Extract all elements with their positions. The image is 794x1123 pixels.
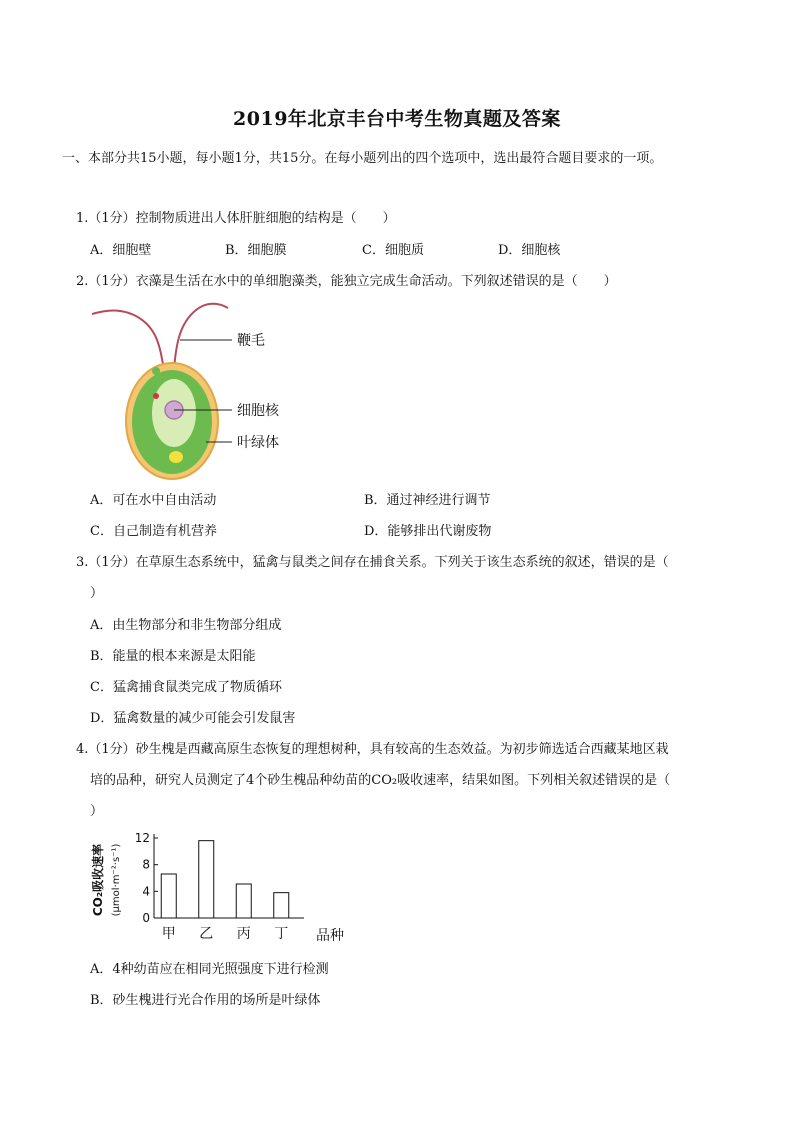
question-4-stem-line1: 4.（1分）砂生槐是西藏高原生态恢复的理想树种，具有较高的生态效益。为初步筛选适合西藏某地区栽 [76, 742, 669, 757]
question-2-option-a: A．可在水中自由活动 [90, 493, 217, 508]
question-2-option-d: D．能够排出代谢废物 [364, 524, 492, 539]
question-3-option-a: A．由生物部分和非生物部分组成 [90, 618, 282, 633]
co2-bar-chart [86, 826, 366, 948]
section-intro: 一、本部分共15小题，每小题1分，共15分。在每小题列出的四个选项中，选出最符合题目要求的一项。 [62, 151, 663, 166]
chlamydomonas-figure [88, 298, 298, 483]
question-1-option-c: C．细胞质 [362, 243, 424, 258]
question-2-stem: 2.（1分）衣藻是生活在水中的单细胞藻类，能独立完成生命活动。下列叙述错误的是（ ） [76, 274, 617, 289]
chart-x-tick-label: 甲 [161, 926, 176, 942]
question-1-option-b: B．细胞膜 [225, 243, 287, 258]
question-3-option-d: D．猛禽数量的减少可能会引发鼠害 [90, 711, 296, 726]
question-3-stem-line1: 3.（1分）在草原生态系统中，猛禽与鼠类之间存在捕食关系。下列关于该生态系统的叙述，错误的是（ [76, 555, 669, 570]
question-1-option-a: A．细胞壁 [90, 243, 152, 258]
label-chloroplast: 叶绿体 [237, 435, 279, 451]
page-title: 2019年北京丰台中考生物真题及答案 [233, 108, 561, 130]
question-4-stem-line2: 培的品种，研究人员测定了4个砂生槐品种幼苗的CO₂吸收速率，结果如图。下列相关叙述错误的是（ [90, 773, 671, 788]
question-2-option-c: C．自己制造有机营养 [90, 524, 217, 539]
chart-bar [199, 841, 214, 918]
flagellum-left [92, 311, 164, 371]
eyespot [153, 393, 159, 399]
question-1-stem: 1.（1分）控制物质进出人体肝脏细胞的结构是（ ） [76, 211, 396, 226]
chart-x-tick-label: 丙 [236, 926, 251, 942]
chart-y-tick-label: 0 [142, 911, 150, 925]
chart-bar [274, 893, 289, 918]
chart-x-tick-label: 丁 [274, 926, 289, 942]
question-2-option-b: B．通过神经进行调节 [364, 493, 491, 508]
chart-y-tick-label: 4 [142, 884, 150, 899]
chart-xlabel: 品种 [316, 928, 344, 944]
label-nucleus: 细胞核 [237, 403, 279, 419]
label-flagellum: 鞭毛 [237, 333, 265, 349]
question-3-option-c: C．猛禽捕食鼠类完成了物质循环 [90, 680, 282, 695]
question-3-stem-line2: ） [90, 586, 104, 601]
chart-bar [161, 874, 176, 918]
question-1-option-d: D．细胞核 [498, 243, 561, 258]
question-4-stem-line3: ） [90, 804, 104, 819]
chart-x-tick-label: 乙 [199, 926, 214, 942]
flagellum-right [174, 304, 228, 370]
chart-ylabel-line2: (μmol·m⁻²·s⁻¹) [111, 843, 122, 917]
chart-ylabel-line1: CO₂吸收速率 [91, 843, 105, 917]
question-4-option-b: B．砂生槐进行光合作用的场所是叶绿体 [90, 993, 321, 1008]
pyrenoid [169, 451, 183, 463]
chart-y-tick-label: 12 [134, 831, 150, 845]
chart-bar [236, 884, 251, 918]
chart-y-tick-label: 8 [142, 857, 150, 872]
question-3-option-b: B．能量的根本来源是太阳能 [90, 649, 256, 664]
question-4-option-a: A．4种幼苗应在相同光照强度下进行检测 [90, 962, 329, 977]
cell-top [152, 367, 160, 375]
